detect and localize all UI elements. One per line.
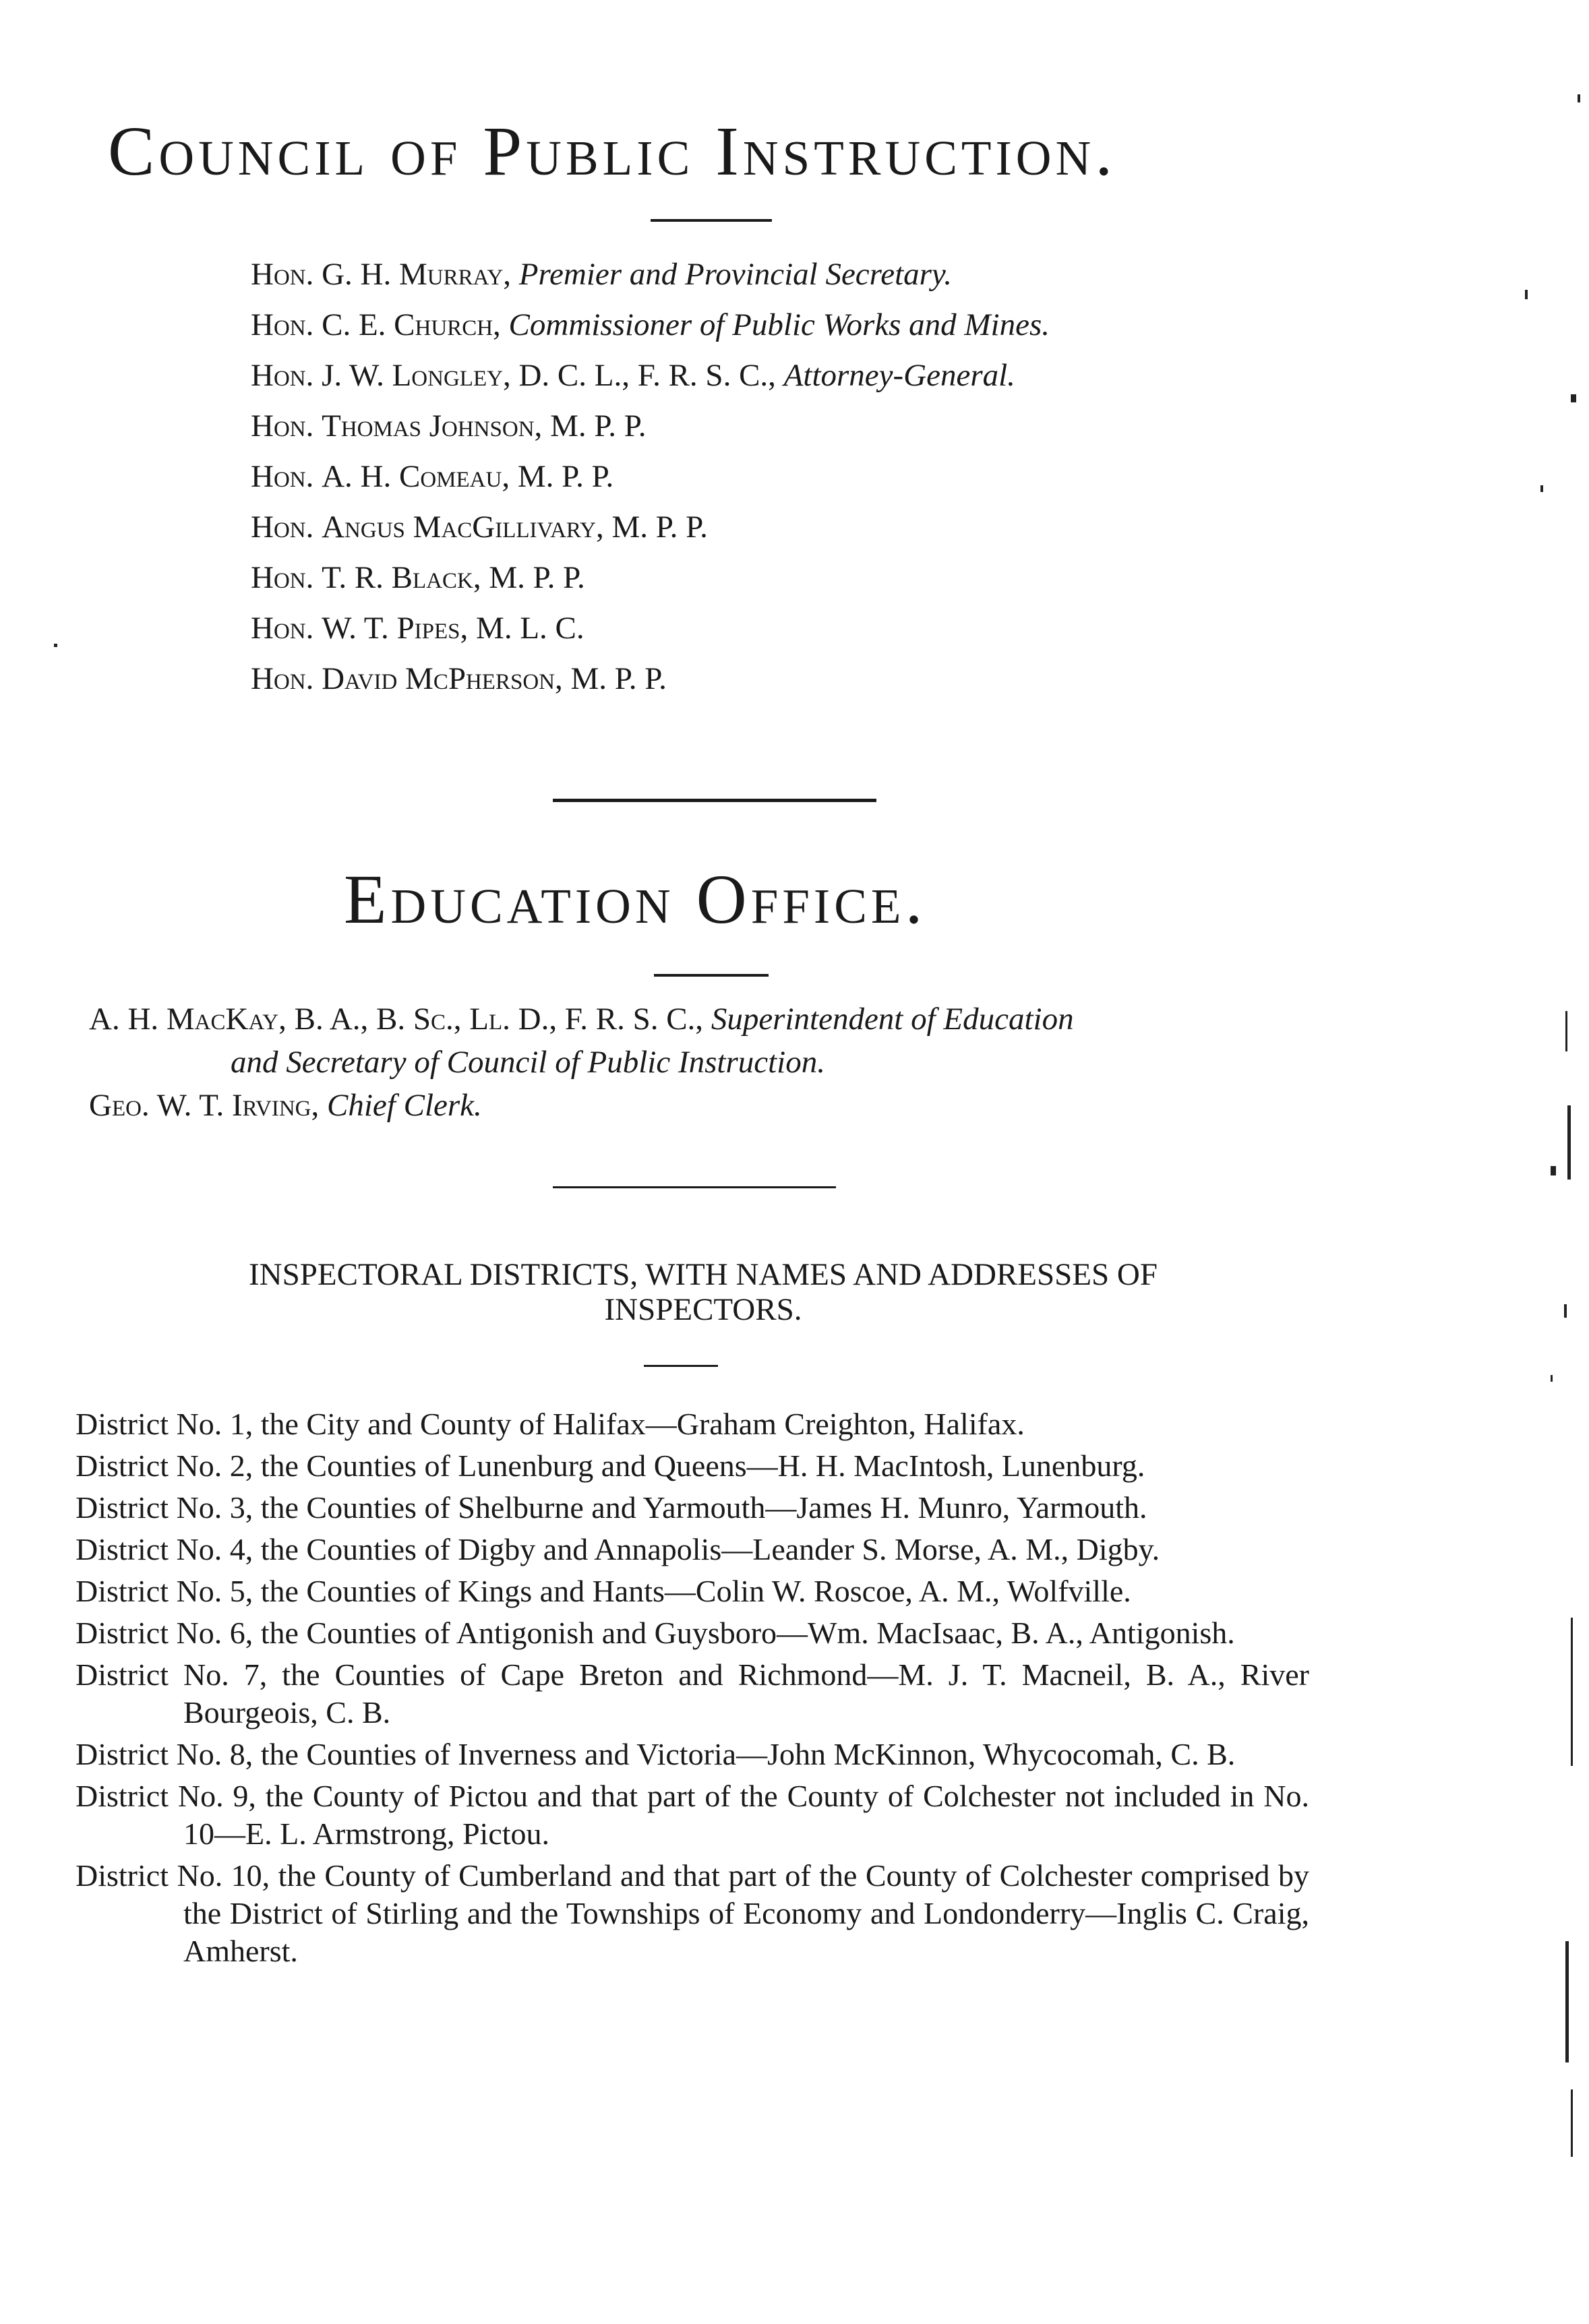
district-entry: District No. 8, the Counties of Inverness and Victoria—John McKinnon, Whycocomah, C. B. xyxy=(76,1737,1236,1771)
superintendent-entry: A. H. MacKay, B. A., B. Sc., Ll. D., F. R. S. C., Superintendent of Education xyxy=(89,1002,1074,1037)
council-member: Hon. T. R. Black, M. P. P. xyxy=(251,560,585,595)
council-title: Council of Public Instruction. xyxy=(108,113,1117,190)
education-office-title: Education Office. xyxy=(344,861,927,938)
education-title-rule xyxy=(654,974,769,977)
section-divider xyxy=(553,799,876,802)
inspectoral-heading: INSPECTORAL DISTRICTS, WITH NAMES AND ADDRESSES OF INSPECTORS. xyxy=(249,1257,1158,1327)
district-entry: District No. 7, the Counties of Cape Breton and Richmond—M. J. T. Macneil, B. A., River Bourgeois, C. B. xyxy=(76,1657,1309,1730)
council-member: Hon. W. T. Pipes, M. L. C. xyxy=(251,611,584,646)
clerk-entry: Geo. W. T. Irving, Chief Clerk. xyxy=(89,1088,482,1123)
district-entry: District No. 10, the County of Cumberland and that part of the County of Colchester comprised by the District of Stirling and the Townships of Economy and Londonderry—Inglis C. Craig, Amherst. xyxy=(76,1858,1309,1968)
district-entry: District No. 4, the Counties of Digby and Annapolis—Leander S. Morse, A. M., Digby. xyxy=(76,1532,1160,1566)
district-entry: District No. 3, the Counties of Shelburne and Yarmouth—James H. Munro, Yarmouth. xyxy=(76,1490,1147,1525)
district-entry: District No. 9, the County of Pictou and that part of the County of Colchester not included in No. 10—E. L. Armstrong, Pictou. xyxy=(76,1779,1309,1851)
council-member: Hon. C. E. Church, Commissioner of Public Works and Mines. xyxy=(251,307,1050,342)
council-member: Hon. Angus MacGillivary, M. P. P. xyxy=(251,510,708,545)
council-member: Hon. J. W. Longley, D. C. L., F. R. S. C., Attorney-General. xyxy=(251,358,1015,393)
district-entry: District No. 6, the Counties of Antigonish and Guysboro—Wm. MacIsaac, B. A., Antigonish. xyxy=(76,1616,1235,1650)
superintendent-role-continued: and Secretary of Council of Public Instruction. xyxy=(231,1045,825,1080)
council-member: Hon. David McPherson, M. P. P. xyxy=(251,661,667,696)
district-entry: District No. 1, the City and County of Halifax—Graham Creighton, Halifax. xyxy=(76,1407,1025,1441)
district-entry: District No. 5, the Counties of Kings and Hants—Colin W. Roscoe, A. M., Wolfville. xyxy=(76,1574,1131,1608)
district-list xyxy=(76,1405,1309,1974)
council-title-rule xyxy=(651,219,772,222)
council-member-list xyxy=(251,249,1329,704)
section-divider-dashed xyxy=(553,1186,836,1188)
council-member: Hon. Thomas Johnson, M. P. P. xyxy=(251,408,647,444)
inspectoral-heading-rule xyxy=(644,1365,718,1367)
education-staff xyxy=(89,998,1336,1127)
council-member: Hon. G. H. Murray, Premier and Provincial Secretary. xyxy=(251,257,952,292)
council-member: Hon. A. H. Comeau, M. P. P. xyxy=(251,459,614,494)
district-entry: District No. 2, the Counties of Lunenburg and Queens—H. H. MacIntosh, Lunenburg. xyxy=(76,1448,1145,1483)
